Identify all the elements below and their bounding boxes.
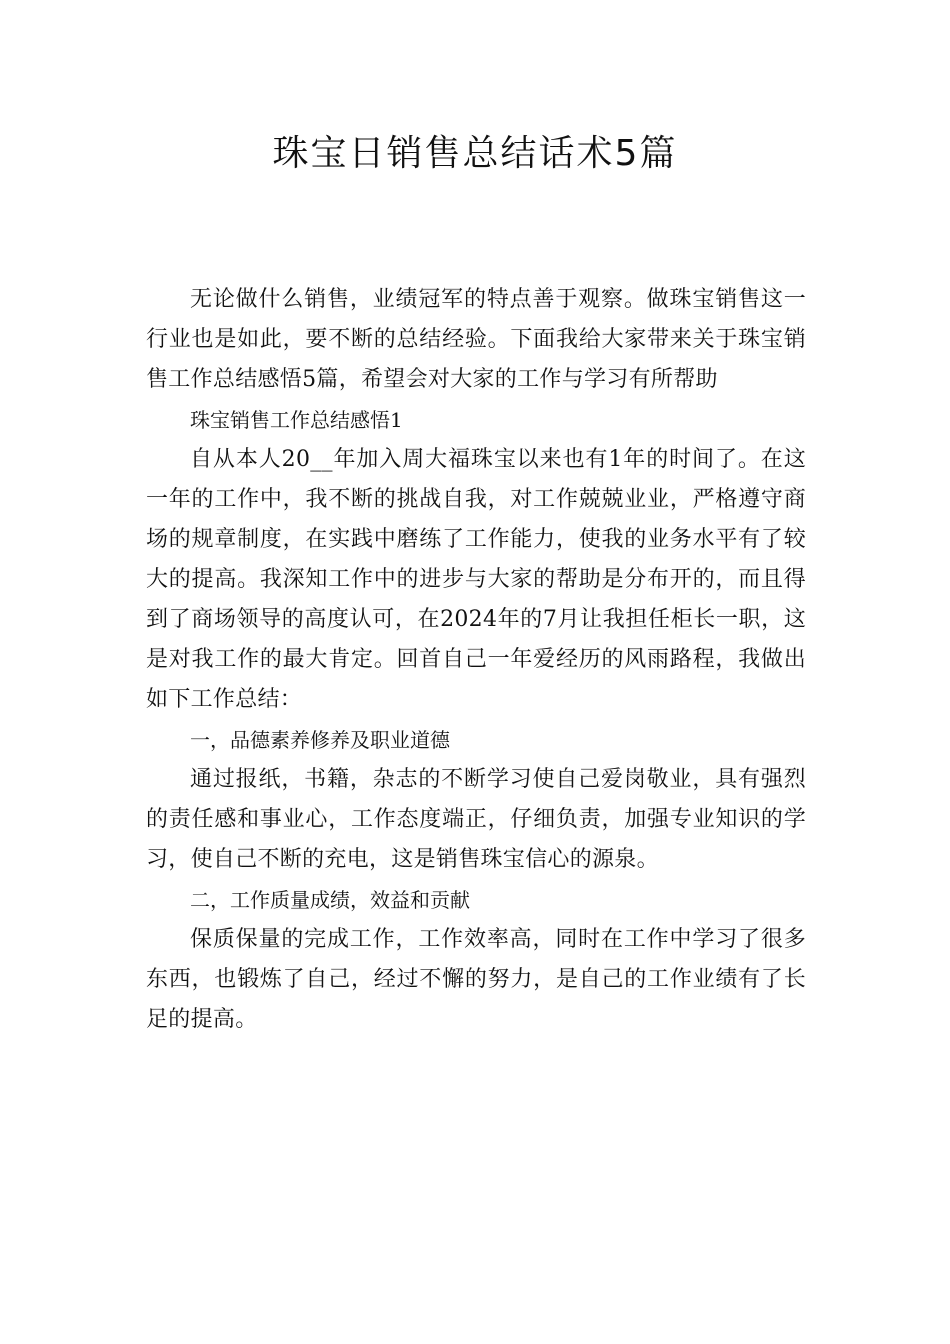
- document-body: [146, 280, 806, 1040]
- intro-paragraph: 无论做什么销售，业绩冠军的特点善于观察。做珠宝销售这一行业也是如此，要不断的总结经验。下面我给大家带来关于珠宝销售工作总结感悟5篇，希望会对大家的工作与学习有所帮助: [146, 287, 806, 392]
- document-title: 珠宝日销售总结话术5篇: [272, 133, 678, 174]
- subsection-heading-1: 一，品德素养修养及职业道德: [190, 728, 450, 752]
- section-heading-1: 珠宝销售工作总结感悟1: [190, 408, 403, 432]
- body-paragraph-3: 保质保量的完成工作，工作效率高，同时在工作中学习了很多东西，也锻炼了自己，经过不懈的努力，是自己的工作业绩有了长足的提高。: [146, 927, 806, 1032]
- body-paragraph-2: 通过报纸，书籍，杂志的不断学习使自己爱岗敬业，具有强烈的责任感和事业心，工作态度端正，仔细负责，加强专业知识的学习，使自己不断的充电，这是销售珠宝信心的源泉。: [146, 767, 806, 872]
- body-paragraph-1: 自从本人20__年加入周大福珠宝以来也有1年的时间了。在这一年的工作中，我不断的挑战自我，对工作兢兢业业，严格遵守商场的规章制度，在实践中磨练了工作能力，使我的业务水平有了较大的提高。我深知工作中的进步与大家的帮助是分布开的，而且得到了商场领导的高度认可，在2024年的7月让我担任柜长一职，这是对我工作的最大肯定。回首自己一年爱经历的风雨路程，我做出如下工作总结：: [146, 447, 806, 712]
- subsection-heading-2: 二，工作质量成绩，效益和贡献: [190, 888, 470, 912]
